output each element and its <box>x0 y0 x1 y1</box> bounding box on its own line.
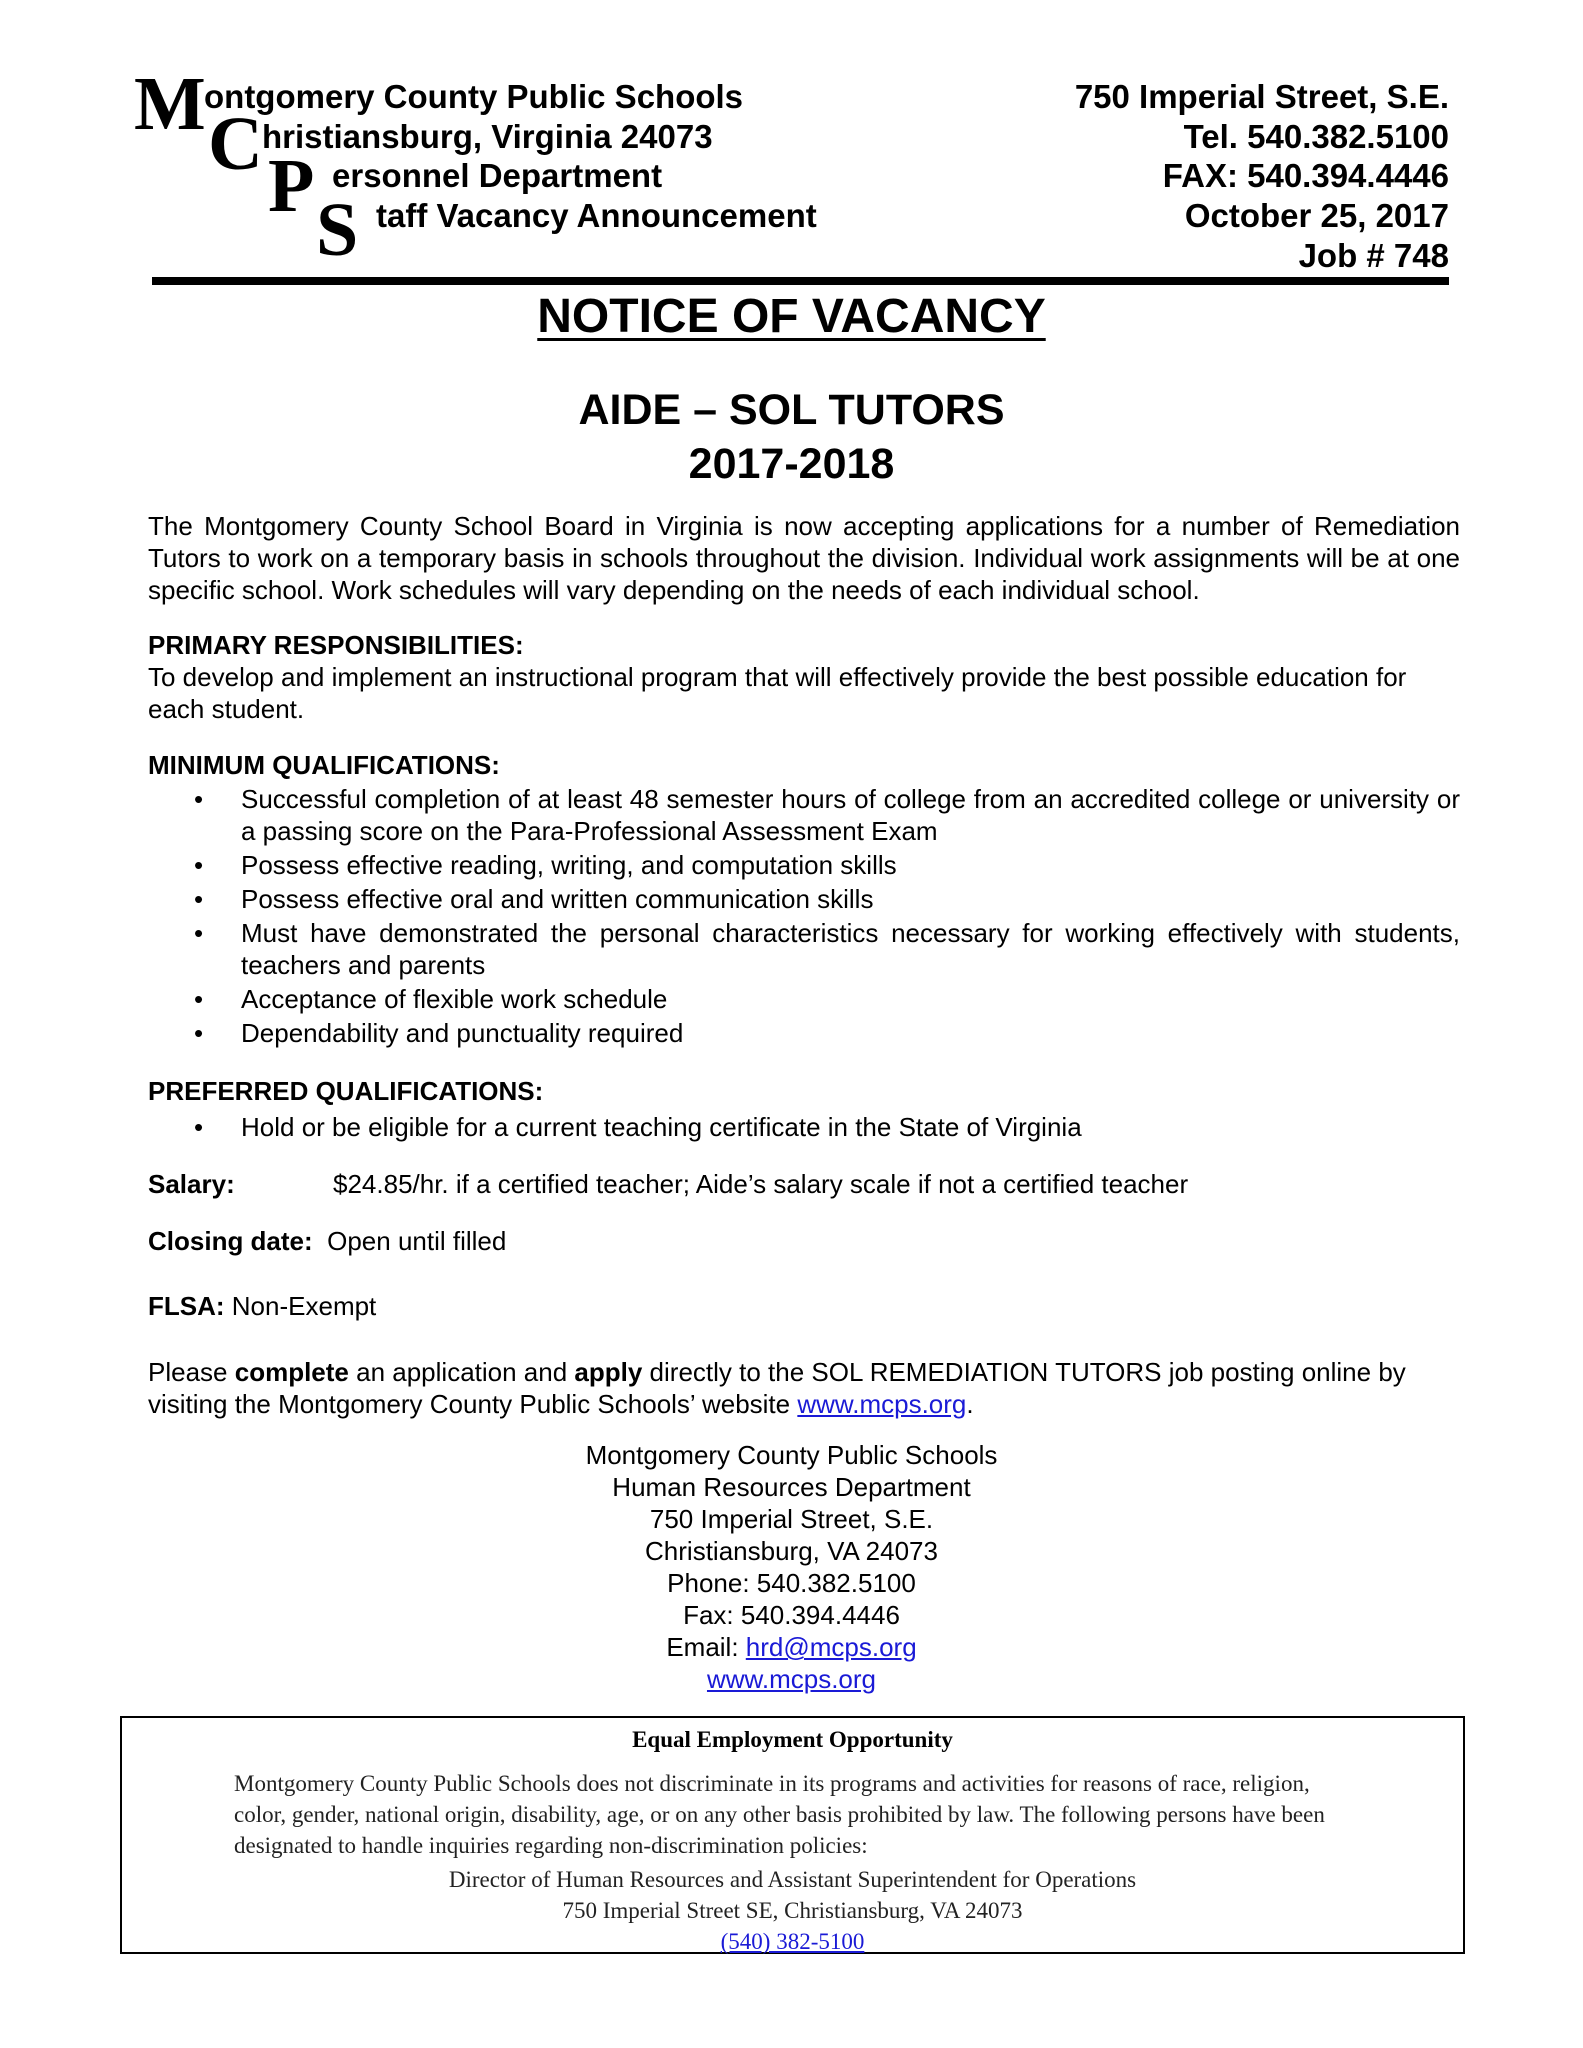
list-item <box>148 1111 1460 1143</box>
header-phone: Tel. 540.382.5100 <box>1183 118 1449 155</box>
list-item <box>148 1017 1460 1049</box>
list-item <box>148 849 1460 881</box>
primary-responsibilities-heading: PRIMARY RESPONSIBILITIES: <box>148 630 524 660</box>
logo-letter-c: C <box>208 102 263 186</box>
list-item-text: Successful completion of at least 48 semester hours of college from an accredited college or university or a passing score on the Para-Professional Assessment Exam <box>241 784 1460 846</box>
flsa-value: Non-Exempt <box>231 1291 377 1321</box>
header-fax: FAX: 540.394.4446 <box>1162 157 1449 194</box>
minimum-qualifications-list <box>148 783 1460 1049</box>
eeo-contact-phone-line <box>122 1926 1463 1957</box>
list-item-text: Possess effective oral and written communication skills <box>241 884 874 914</box>
contact-email-line <box>0 1631 1583 1663</box>
eeo-phone-link[interactable]: (540) 382-5100 <box>720 1929 865 1954</box>
notice-title <box>0 290 1583 343</box>
apply-emphasis: apply <box>574 1357 643 1387</box>
eeo-box <box>120 1716 1465 1954</box>
job-year: 2017-2018 <box>688 440 895 488</box>
bullet-icon: • <box>194 1112 204 1142</box>
header-job-number: Job # 748 <box>1298 237 1449 274</box>
salary-value: $24.85/hr. if a certified teacher; Aide’s salary scale if not a certified teacher <box>333 1169 1189 1199</box>
minimum-qualifications-heading: MINIMUM QUALIFICATIONS: <box>148 750 500 780</box>
closing-date-row <box>148 1225 506 1257</box>
eeo-contact-address: 750 Imperial Street SE, Christiansburg, VA 24073 <box>562 1898 1023 1923</box>
primary-responsibilities-text: To develop and implement an instructional program that will effectively provide the best possible education for each student. <box>148 662 1407 724</box>
contact-line: Christiansburg, VA 24073 <box>645 1536 938 1566</box>
apply-emphasis: complete <box>234 1357 349 1387</box>
apply-text: directly to the SOL REMEDIATION TUTORS job posting online by visiting the Montgomery County Public Schools’ website <box>148 1357 1406 1419</box>
notice-title-text: NOTICE OF VACANCY <box>537 290 1046 343</box>
intro-paragraph: The Montgomery County School Board in Virginia is now accepting applications for a number of Remediation Tutors to work on a temporary basis in schools throughout the division. Individual work assignments will be at one specific school. Work schedules will vary depending on the needs of each individual school. <box>148 511 1460 605</box>
closing-date-value: Open until filled <box>327 1226 507 1256</box>
header-line-county: ontgomery County Public Schools <box>204 78 744 115</box>
list-item <box>148 917 1460 981</box>
list-item <box>148 983 1460 1015</box>
email-link[interactable]: hrd@mcps.org <box>745 1632 917 1662</box>
list-item-text: Must have demonstrated the personal characteristics necessary for working effectively with students, teachers and parents <box>241 918 1460 980</box>
list-item <box>148 883 1460 915</box>
contact-line: Montgomery County Public Schools <box>585 1440 998 1470</box>
bullet-icon: • <box>194 1018 204 1048</box>
eeo-contact <box>122 1864 1463 1957</box>
contact-website-line <box>0 1663 1583 1695</box>
contact-line: 750 Imperial Street, S.E. <box>649 1504 934 1534</box>
logo-letter-s: S <box>316 188 359 272</box>
header-line-city: hristiansburg, Virginia 24073 <box>262 118 713 155</box>
bullet-icon: • <box>194 984 204 1014</box>
logo-letter-p: P <box>268 144 315 228</box>
header-address: 750 Imperial Street, S.E. <box>1074 78 1449 115</box>
contact-line: Phone: 540.382.5100 <box>667 1568 916 1598</box>
flsa-row <box>148 1290 376 1322</box>
hr-contact-block <box>0 1439 1583 1695</box>
list-item-text: Hold or be eligible for a current teaching certificate in the State of Virginia <box>241 1112 1082 1142</box>
preferred-qualifications-list <box>148 1111 1460 1143</box>
contact-line: Fax: 540.394.4446 <box>683 1600 900 1630</box>
salary-row <box>148 1168 1189 1200</box>
list-item-text: Acceptance of flexible work schedule <box>241 984 668 1014</box>
eeo-title: Equal Employment Opportunity <box>632 1727 953 1752</box>
contact-line: Human Resources Department <box>612 1472 971 1502</box>
apply-text: . <box>966 1389 974 1419</box>
logo-letter-m: M <box>134 62 206 146</box>
bullet-icon: • <box>194 850 204 880</box>
header-divider <box>152 277 1449 285</box>
list-item-text: Possess effective reading, writing, and computation skills <box>241 850 897 880</box>
salary-label: Salary: <box>148 1169 235 1199</box>
bullet-icon: • <box>194 884 204 914</box>
apply-instructions <box>148 1356 1438 1420</box>
apply-text: an application and <box>348 1357 575 1387</box>
header-line-announcement: taff Vacancy Announcement <box>376 197 817 234</box>
header-line-department: ersonnel Department <box>332 157 663 194</box>
header-date: October 25, 2017 <box>1184 197 1449 234</box>
list-item-text: Dependability and punctuality required <box>241 1018 684 1048</box>
bullet-icon: • <box>194 784 204 814</box>
bullet-icon: • <box>194 918 204 948</box>
eeo-contact-title: Director of Human Resources and Assistant Superintendent for Operations <box>448 1867 1137 1892</box>
apply-website-link[interactable]: www.mcps.org <box>797 1389 967 1419</box>
preferred-qualifications-heading: PREFERRED QUALIFICATIONS: <box>148 1076 544 1106</box>
flsa-label: FLSA: <box>148 1291 225 1321</box>
list-item <box>148 783 1460 847</box>
website-link[interactable]: www.mcps.org <box>706 1664 877 1694</box>
apply-text: Please <box>148 1357 235 1387</box>
closing-date-label: Closing date: <box>148 1226 313 1256</box>
job-title: AIDE – SOL TUTORS <box>578 386 1005 434</box>
email-label: Email: <box>666 1632 746 1662</box>
eeo-statement: Montgomery County Public Schools does not discriminate in its programs and activities for reasons of race, religion, color, gender, national origin, disability, age, or on any other basis prohibited by law. The following persons have been designated to handle inquiries regarding non-discrimination policies: <box>234 1771 1325 1858</box>
